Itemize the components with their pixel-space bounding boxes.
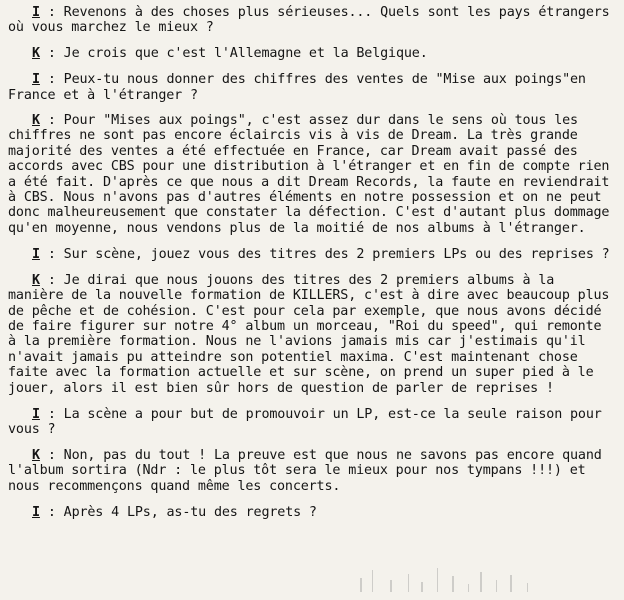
paragraph-text: : Je dirai que nous jouons des titres des 2 premiers albums à la manière de la nouvelle formation de KILLERS, c'est à dire avec beaucoup plus de pêche et de cohésion. C'est pour cela par exemple, que nous avons décidé de faire figurer sur notre 4° album un morceau, "Roi du speed", qui remonte à la première formation. Nous ne l'avions jamais mis car j'estimais qu'il n'avait jamais pu atteindre son potentiel maxima. C'est maintenant chose faite avec la formation actuelle et sur scène, on prend un super pied à le jouer, alors il est bien sûr hors de question de parler de reprises !	[8, 272, 610, 396]
paragraph-text: : Pour "Mises aux poings", c'est assez dur dans le sens où tous les chiffres ne sont pas encore éclaircis vis à vis de Dream. La très grande majorité des ventes a été effectuée en France, car Dream avait passé des accords avec CBS pour une distribution à l'étranger et en fin de compte rien a été fait. D'après ce que nous a dit Dream Records, la faute en reviendrait à CBS. Nous n'avons pas d'autres éléments en notre possession et on ne peut donc malheureusement que constater la défection. C'est d'autant plus dommage qu'en moyenne, nous vendons plus de la moitié de nos albums à l'étranger.	[8, 113, 610, 236]
speaker-label-killers: K	[32, 272, 40, 288]
speaker-label-interviewer: I	[32, 72, 40, 88]
answer-paragraph	[8, 448, 616, 494]
paragraph-text: : Je crois que c'est l'Allemagne et la Belgique.	[39, 45, 428, 61]
speaker-label-interviewer: I	[32, 5, 40, 20]
answer-paragraph	[8, 273, 616, 396]
question-paragraph	[8, 247, 616, 262]
answer-paragraph	[8, 46, 616, 61]
speaker-label-interviewer: I	[32, 406, 40, 422]
question-paragraph	[8, 407, 616, 438]
question-paragraph	[8, 5, 616, 36]
paragraph-text: : Peux-tu nous donner des chiffres des ventes de "Mise aux poings"en France et à l'étranger ?	[8, 72, 586, 103]
print-noise-texture	[0, 540, 624, 600]
question-paragraph	[8, 505, 616, 520]
speaker-label-interviewer: I	[32, 504, 40, 520]
speaker-label-killers: K	[32, 45, 40, 61]
paragraph-text: : La scène a pour but de promouvoir un LP, est-ce la seule raison pour vous ?	[8, 406, 602, 438]
paragraph-text: : Revenons à des choses plus sérieuses... Quels sont les pays étrangers où vous marchez le mieux ?	[8, 5, 610, 36]
speaker-label-killers: K	[32, 447, 40, 463]
question-paragraph	[8, 72, 616, 103]
speaker-label-interviewer: I	[32, 247, 40, 263]
speaker-label-killers: K	[32, 113, 40, 129]
answer-paragraph	[8, 113, 616, 236]
paragraph-text: : Non, pas du tout ! La preuve est que nous ne savons pas encore quand l'album sortira (Ndr : le plus tôt sera le mieux pour nos tympans !!!) et nous recommençons quand même les concerts.	[8, 447, 602, 494]
paragraph-text: : Après 4 LPs, as-tu des regrets ?	[39, 504, 317, 520]
paragraph-text: : Sur scène, jouez vous des titres des 2 premiers LPs ou des reprises ?	[39, 247, 610, 263]
